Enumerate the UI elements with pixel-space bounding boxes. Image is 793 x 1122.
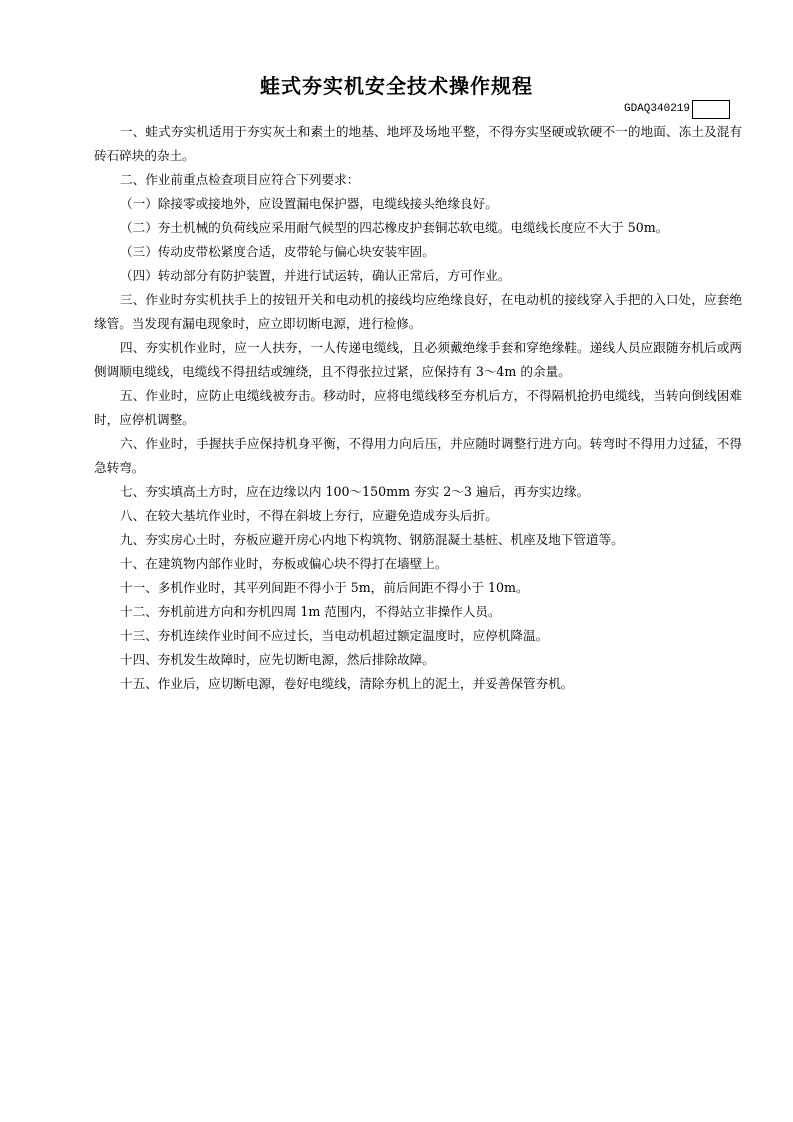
document-title: 蛙式夯实机安全技术操作规程 (260, 74, 533, 98)
paragraph: 十五、作业后，应切断电源，卷好电缆线，清除夯机上的泥土，并妥善保管夯机。 (120, 676, 574, 691)
paragraph: 十一、多机作业时，其平列间距不得小于 5m，前后间距不得小于 10m。 (120, 580, 529, 595)
paragraph: 六、作业时，手握扶手应保持机身平衡，不得用力向后压，并应随时调整行进方向。转弯时不得用力过猛，不得急转弯。 (94, 436, 742, 475)
paragraph: 二、作业前重点检查项目应符合下列要求： (120, 172, 360, 187)
paragraph: 十、在建筑物内部作业时，夯板或偏心块不得打在墙壁上。 (120, 556, 448, 571)
paragraph: （三）传动皮带松紧度合适，皮带轮与偏心块安装牢固。 (120, 244, 435, 259)
paragraph: 四、夯实机作业时，应一人扶夯，一人传递电缆线，且必须戴绝缘手套和穿绝缘鞋。递线人员应跟随夯机后或两侧调顺电缆线，电缆线不得扭结或缠绕，且不得张拉过紧，应保持有 3～4m 的余量。 (94, 340, 742, 379)
document-body (94, 120, 742, 696)
document-code-row (600, 100, 730, 118)
paragraph: （一）除接零或接地外，应设置漏电保护器，电缆线接头绝缘良好。 (120, 196, 498, 211)
paragraph: （二）夯土机械的负荷线应采用耐气候型的四芯橡皮护套铜芯软电缆。电缆线长度应不大于 50m。 (120, 220, 669, 235)
document-code: GDAQ340219 (623, 103, 690, 115)
paragraph: 三、作业时夯实机扶手上的按钮开关和电动机的接线均应绝缘良好，在电动机的接线穿入手把的入口处，应套绝缘管。当发现有漏电现象时，应立即切断电源，进行检修。 (94, 292, 742, 331)
paragraph: 八、在较大基坑作业时，不得在斜坡上夯行，应避免造成夯头后折。 (120, 508, 498, 523)
paragraph: 十二、夯机前进方向和夯机四周 1m 范围内，不得站立非操作人员。 (120, 604, 501, 619)
document-code-box (692, 100, 730, 119)
paragraph: 十四、夯机发生故障时，应先切断电源，然后排除故障。 (120, 652, 435, 667)
paragraph: 九、夯实房心土时，夯板应避开房心内地下构筑物、钢筋混凝土基桩、机座及地下管道等。 (120, 532, 624, 547)
paragraph: （四）转动部分有防护装置，并进行试运转，确认正常后，方可作业。 (120, 268, 511, 283)
paragraph: 五、作业时，应防止电缆线被夯击。移动时，应将电缆线移至夯机后方，不得隔机抢扔电缆线，当转向倒线困难时，应停机调整。 (94, 388, 742, 427)
paragraph: 七、夯实填高土方时，应在边缘以内 100～150mm 夯实 2～3 遍后，再夯实边缘。 (120, 484, 590, 499)
paragraph: 一、蛙式夯实机适用于夯实灰土和素土的地基、地坪及场地平整，不得夯实坚硬或软硬不一的地面、冻土及混有砖石碎块的杂土。 (94, 124, 742, 163)
paragraph: 十三、夯机连续作业时间不应过长，当电动机超过额定温度时，应停机降温。 (120, 628, 549, 643)
